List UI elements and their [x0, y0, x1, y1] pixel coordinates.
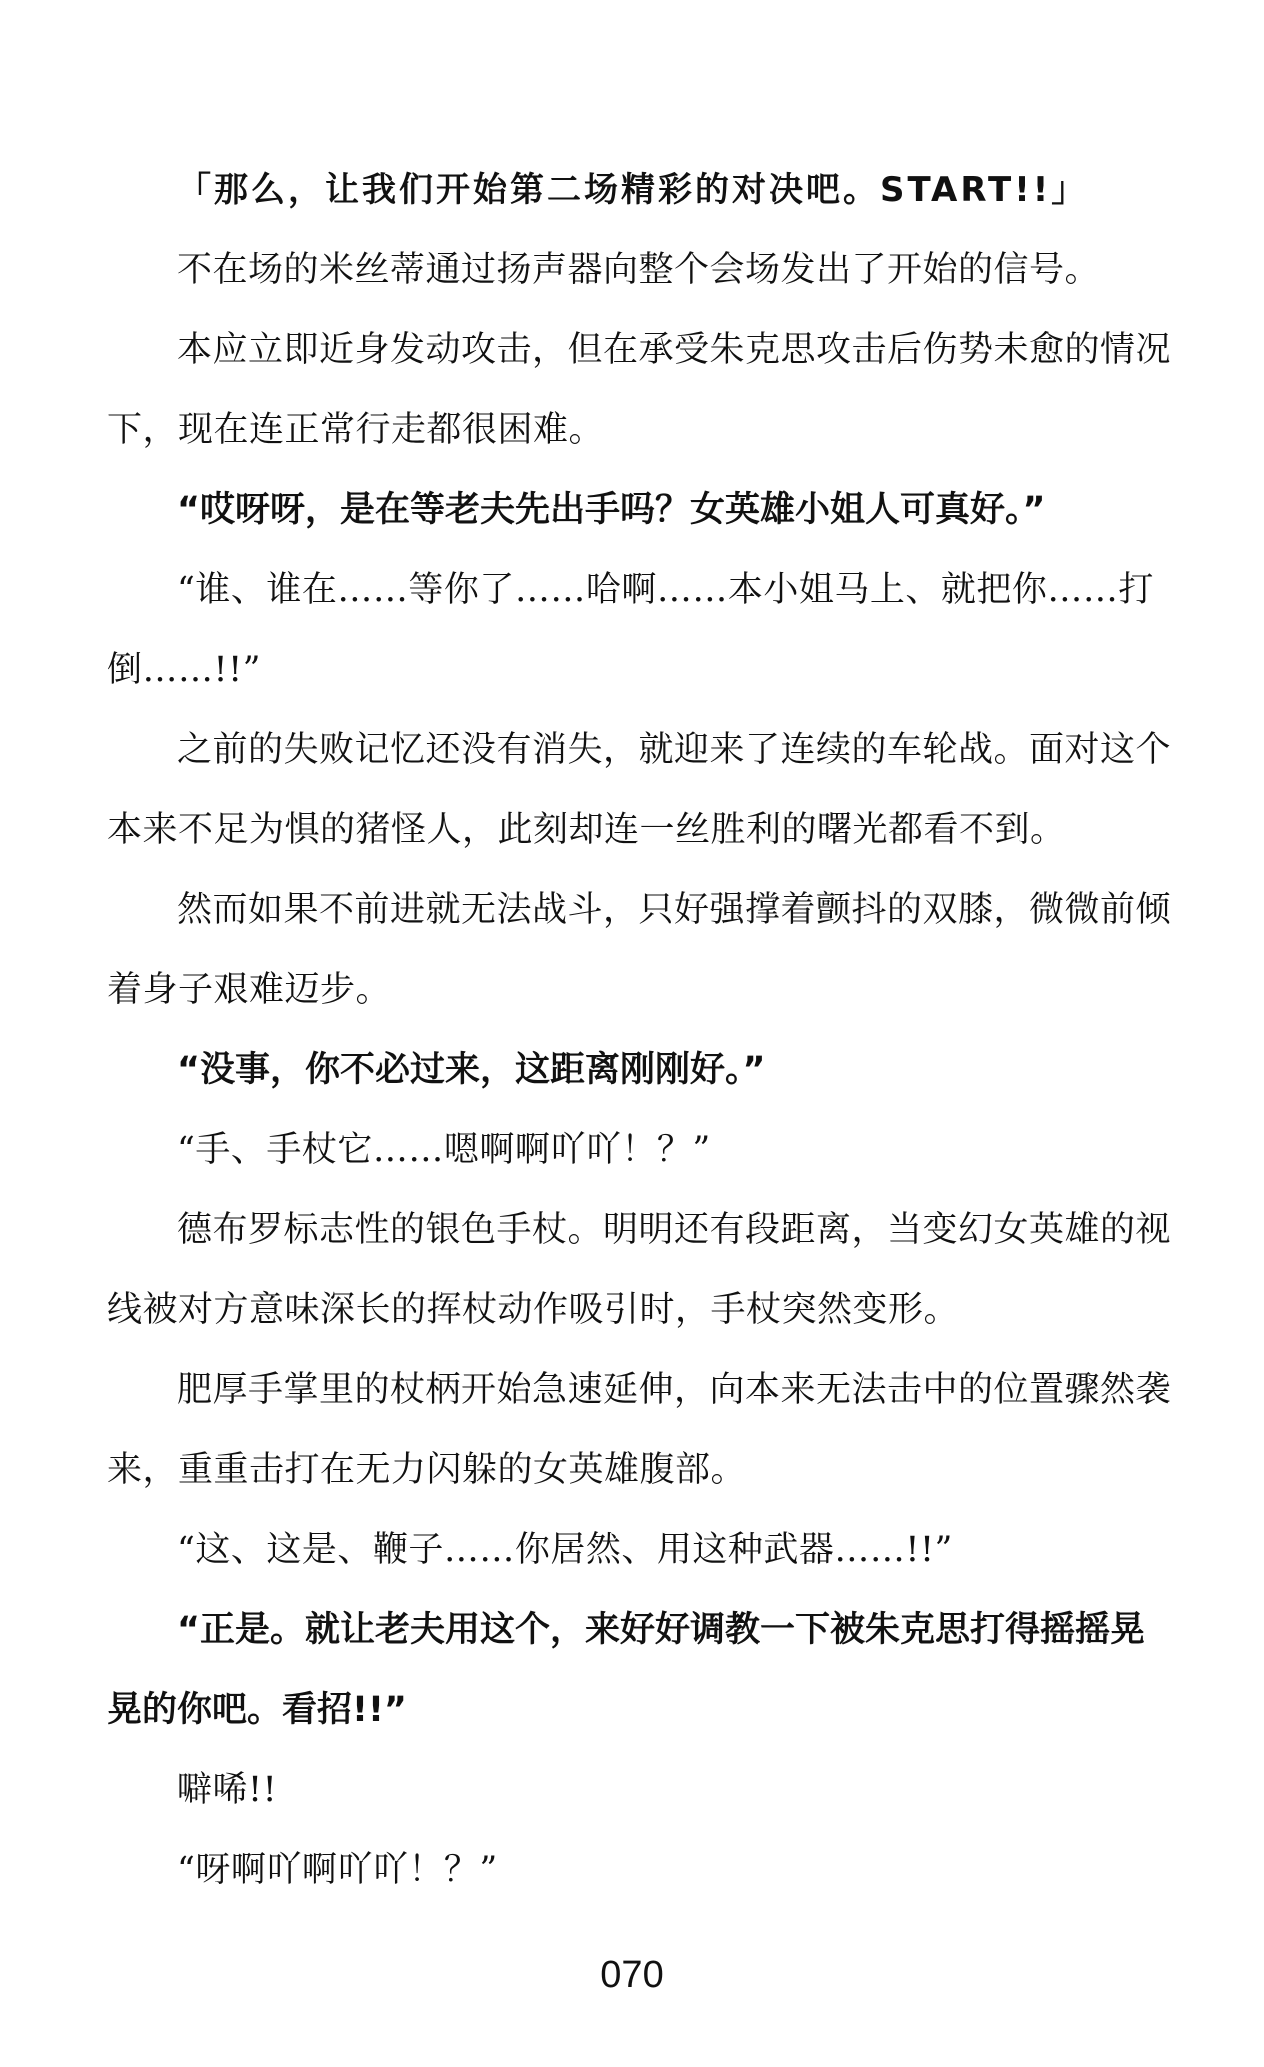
heroine-dialogue-line: “呀啊吖啊吖吖！？”: [177, 1850, 498, 1890]
text-line: 本来不足为惧的猪怪人，此刻却连一丝胜利的曙光都看不到。: [107, 810, 1066, 850]
heroine-dialogue-line: “这、这是、鞭子……你居然、用这种武器……!!”: [177, 1530, 953, 1570]
villain-dialogue-line: “正是。就让老夫用这个，来好好调教一下被朱克思打得摇摇晃: [177, 1610, 1146, 1650]
text-line: 肥厚手掌里的杖柄开始急速延伸，向本来无法击中的位置骤然袭: [177, 1370, 1172, 1410]
text-line: 下，现在连正常行走都很困难。: [107, 410, 605, 450]
text-line: 不在场的米丝蒂通过扬声器向整个会场发出了开始的信号。: [177, 250, 1101, 290]
text-line: 然而如果不前进就无法战斗，只好强撑着颤抖的双膝，微微前倾: [177, 890, 1172, 930]
page-number: 070: [600, 1954, 664, 1996]
sound-effect-line: 噼唏!!: [177, 1770, 278, 1810]
heroine-dialogue-line: “谁、谁在……等你了……哈啊……本小姐马上、就把你……打: [177, 570, 1154, 610]
text-line: 着身子艰难迈步。: [107, 970, 392, 1010]
heroine-dialogue-line: 倒……!!”: [107, 650, 262, 690]
text-line: 线被对方意味深长的挥杖动作吸引时，手杖突然变形。: [107, 1290, 960, 1330]
villain-dialogue-line: 晃的你吧。看招!!”: [107, 1690, 407, 1730]
villain-dialogue-line: “哎呀呀，是在等老夫先出手吗？女英雄小姐人可真好。”: [177, 490, 1046, 530]
text-line: 来，重重击打在无力闪躲的女英雄腹部。: [107, 1450, 747, 1490]
heroine-dialogue-line: “手、手杖它……嗯啊啊吖吖！？”: [177, 1130, 711, 1170]
text-line: 本应立即近身发动攻击，但在承受朱克思攻击后伤势未愈的情况: [177, 330, 1172, 370]
text-line: 之前的失败记忆还没有消失，就迎来了连续的车轮战。面对这个: [177, 730, 1172, 770]
text-line: 德布罗标志性的银色手杖。明明还有段距离，当变幻女英雄的视: [177, 1210, 1172, 1250]
villain-dialogue-line: “没事，你不必过来，这距离刚刚好。”: [177, 1050, 766, 1090]
announcement-line: 「那么，让我们开始第二场精彩的对决吧。START!!」: [177, 170, 1089, 210]
